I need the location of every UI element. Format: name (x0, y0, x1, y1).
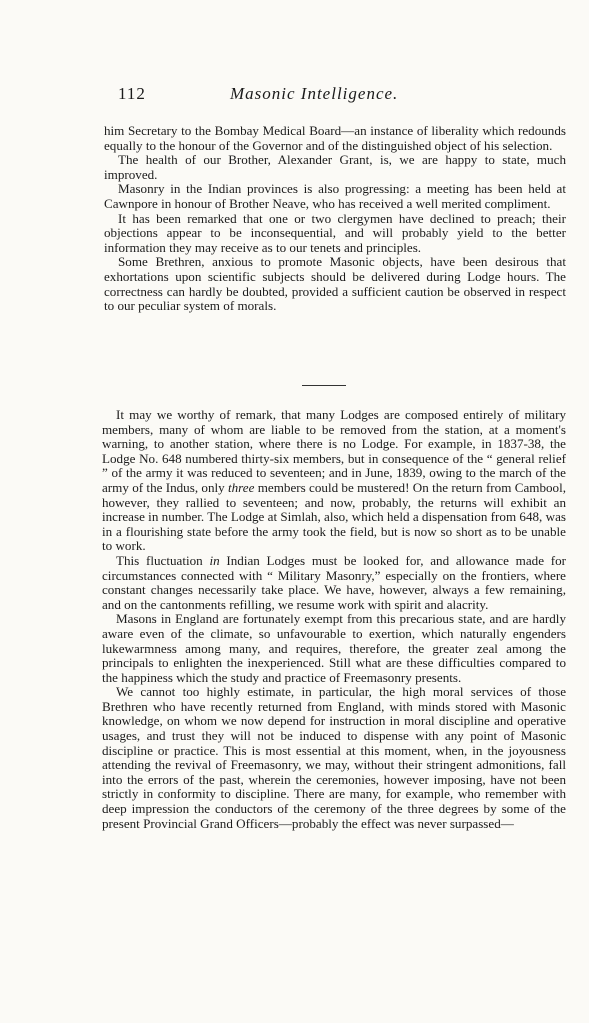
paragraph-text: members could be mustered! On the return from Cambool, however, they rallied to seventeen; and now, probably, the returns will exhibit an increase in number. The Lodge at Simlah, also, which held a dispensation from 648, was in a flourishing state before the army took the field, but is now so short as to be unable to work. (102, 479, 566, 554)
paragraph-continuation: him Secretary to the Bombay Medical Board—an instance of liberality which redounds equally to the honour of the Governor and of the distinguished object of his selection. (104, 123, 566, 153)
paragraph-text: It may we worthy of remark, that many Lodges are composed entirely of military members, many of whom are liable to be removed from the station, at a moment's warning, to another station, where there is no Lodge. For example, in 1837-38, the Lodge No. 648 numbered thirty-six members, but in consequence of the “ general relief ” of the army it was reduced to seventeen; and in June, 1839, owing to the march of the army of the Indus, only (102, 407, 566, 495)
section-divider (302, 385, 346, 386)
emphasis-text: three (228, 479, 255, 495)
paragraph-indian-provinces: Masonry in the Indian provinces is also progressing: a meeting has been held at Cawnpore in honour of Brother Neave, who has received a well merited compliment. (104, 181, 566, 211)
paragraph-clergymen: It has been remarked that one or two clergymen have declined to preach; their objections appear to be inconsequential, and will probably yield to the better information they may receive as to our tenets and principles. (104, 210, 566, 255)
paragraph-military-lodges (102, 408, 566, 554)
page-number: 112 (118, 84, 146, 103)
paragraph-text: This fluctuation (116, 552, 210, 568)
paragraph-health-grant: The health of our Brother, Alexander Grant, is, we are happy to state, much improved. (104, 152, 566, 182)
section-one (104, 124, 566, 314)
emphasis-text: in (209, 552, 220, 568)
section-two (102, 408, 566, 831)
paragraph-moral-services: We cannot too highly estimate, in particular, the high moral services of those Brethren who have recently returned from England, with minds stored with Masonic knowledge, on whom we now depend for instruction in moral discipline and operative usages, and trust they will not be induced to dispense with any point of Masonic discipline or practice. This is most essential at this moment, when, in the joyousness attending the revival of Freemasonry, we may, without their stringent admonitions, fall into the errors of the past, wherein the ceremonies, however imposing, have not been strictly in conformity to discipline. There are many, for example, who remember with deep impression the conductors of the ceremony of the three degrees by some of the present Provincial Grand Officers—probably the effect was never surpassed— (102, 684, 566, 831)
running-title: Masonic Intelligence. (230, 84, 399, 103)
paragraph-exhortations: Some Brethren, anxious to promote Masonic objects, have been desirous that exhortations upon scientific subjects should be delivered during Lodge hours. The correctness can hardly be doubted, provided a sufficient caution be observed in respect to our peculiar system of morals. (104, 254, 566, 314)
paragraph-text: Indian Lodges must be looked for, and allowance made for circumstances connected with “ Military Masonry,” especially on the frontiers, where constant changes necessarily take place. We have, however, always a few remaining, and on the cantonments refilling, we resume work with spirit and alacrity. (102, 552, 566, 612)
paragraph-masons-england: Masons in England are fortunately exempt from this precarious state, and are hardly aware even of the climate, so unfavourable to exertion, which naturally engenders lukewarmness among many, and requires, therefore, the greater zeal among the principals to enlighten the inexperienced. Still what are these difficulties compared to the happiness which the study and practice of Freemasonry presents. (102, 611, 566, 685)
page-header (118, 84, 578, 106)
paragraph-fluctuation (102, 554, 566, 612)
